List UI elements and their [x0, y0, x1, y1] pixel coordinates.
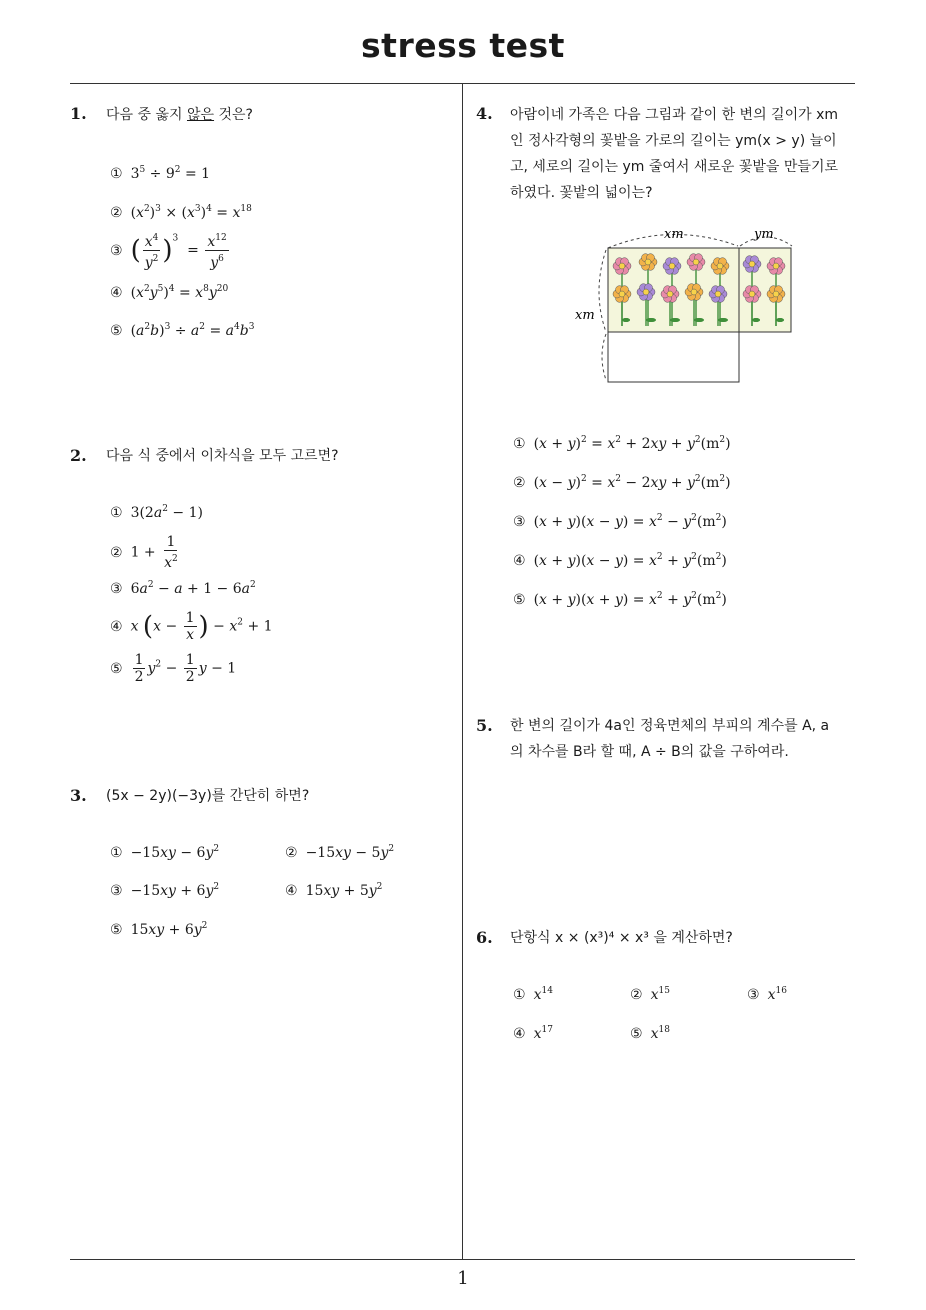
q1-text-pre: 다음 중 옳지 [106, 107, 187, 123]
flower-center [717, 263, 723, 269]
flower-leaf [646, 318, 654, 322]
flower-center [643, 289, 649, 295]
q4-line-4: 하였다. 꽃밭의 넓이는? [510, 185, 653, 201]
flower-center [645, 259, 651, 265]
q4-option-5[interactable]: ⑤ $(x + y)(x + y) = x^2 + y^2(m^2)$ [513, 591, 727, 608]
q4-line-3: 고, 세로의 길이는 ym 줄여서 새로운 꽃밭을 만들기로 [510, 159, 839, 175]
q4-number: 4. [476, 104, 493, 123]
q1-option-2[interactable]: ② $(x^2)^3 \times (x^3)^4 = x^{18}$ [110, 204, 252, 221]
q2-option-5[interactable]: ⑤ $\frac{1}{2}$ $y^2$ − $\frac{1}{2}$ y − 1 [110, 652, 237, 685]
flower-center [691, 289, 697, 295]
left-y-dimension [602, 334, 606, 380]
flower-leaf [776, 318, 784, 322]
q6-prompt: 단항식 x × (x³)⁴ × x³ 을 계산하면? [510, 930, 733, 946]
q1-option-3[interactable]: ③ ( $\frac{x^4}{y^2}$ )$^3$ = $\frac{x^{12}}{y^6}$ [110, 230, 231, 271]
q1-option-4[interactable]: ④ $(x^2y^5)^4 = x^8y^{20}$ [110, 284, 229, 301]
q2-number: 2. [70, 446, 87, 465]
flower-center [749, 261, 755, 267]
q5-line-1: 한 변의 길이가 4a인 정육면체의 부피의 계수를 A, a [510, 718, 830, 734]
left-x-dimension [599, 250, 606, 332]
q3-number: 3. [70, 786, 87, 805]
q6-option-1[interactable]: ① $x^{14}$ [513, 986, 553, 1003]
q4-line-2: 인 정사각형의 꽃밭을 가로의 길이는 ym(x > y) 늘이 [510, 133, 837, 149]
q3-prompt: (5x − 2y)(−3y)를 간단히 하면? [106, 788, 310, 804]
q6-option-3[interactable]: ③ $x^{16}$ [747, 986, 787, 1003]
q4-option-4[interactable]: ④ $(x + y)(x - y) = x^2 + y^2(m^2)$ [513, 552, 727, 569]
q5-prompt [510, 713, 860, 765]
q6-number: 6. [476, 928, 493, 947]
column-divider [462, 83, 463, 1259]
q2-option-3[interactable]: ③ $6a^2 - a + 1 - 6a^2$ [110, 580, 256, 597]
q5-number: 5. [476, 716, 493, 735]
page-number: 1 [457, 1268, 469, 1289]
q3-option-5[interactable]: ⑤ $15xy + 6y^2$ [110, 921, 208, 938]
flower-center [773, 263, 779, 269]
q2-option-2[interactable]: ② 1 + $\frac{1}{x^2}$ [110, 534, 178, 571]
q4-option-2[interactable]: ② $(x - y)^2 = x^2 - 2xy + y^2(m^2)$ [513, 474, 731, 491]
flower-leaf [622, 318, 630, 322]
q6-option-5[interactable]: ⑤ $x^{18}$ [630, 1025, 670, 1042]
q1-text-underlined: 않은 [186, 107, 215, 123]
q1-number: 1. [70, 104, 87, 123]
flower-leaf [752, 318, 760, 322]
q4-line-1: 아람이네 가족은 다음 그림과 같이 한 변의 길이가 xm [510, 107, 839, 123]
q2-prompt: 다음 식 중에서 이차식을 모두 고르면? [106, 448, 339, 464]
q3-option-2[interactable]: ② $-15xy - 5y^2$ [285, 844, 395, 861]
q3-option-4[interactable]: ④ $15xy + 5y^2$ [285, 882, 383, 899]
q3-option-1[interactable]: ① $-15xy - 6y^2$ [110, 844, 220, 861]
flower-center [715, 291, 721, 297]
flower-center [693, 259, 699, 265]
removed-strip [608, 332, 739, 382]
flower-bed-figure [572, 222, 802, 387]
q1-option-5[interactable]: ⑤ $(a^2b)^3 \div a^2 = a^4b^3$ [110, 322, 255, 339]
flower-center [667, 291, 673, 297]
flower-leaf [718, 318, 726, 322]
q5-line-2: 의 차수를 B라 할 때, A ÷ B의 값을 구하여라. [510, 744, 789, 760]
flower-center [749, 291, 755, 297]
flower-center [669, 263, 675, 269]
q4-option-3[interactable]: ③ $(x + y)(x - y) = x^2 - y^2(m^2)$ [513, 513, 727, 530]
document-title: stress test [361, 26, 565, 65]
flower-center [773, 291, 779, 297]
q1-text-post: 것은? [214, 107, 253, 123]
q1-option-1[interactable]: ① $3^5 \div 9^2 = 1$ [110, 165, 211, 182]
q1-prompt [106, 102, 253, 128]
flower-leaf [670, 318, 678, 322]
q6-option-2[interactable]: ② $x^{15}$ [630, 986, 670, 1003]
q3-option-3[interactable]: ③ $-15xy + 6y^2$ [110, 882, 220, 899]
q6-option-4[interactable]: ④ $x^{17}$ [513, 1025, 553, 1042]
q4-option-1[interactable]: ① $(x + y)^2 = x^2 + 2xy + y^2(m^2)$ [513, 435, 731, 452]
label-top-y: ym [754, 227, 774, 242]
label-top-x: xm [664, 227, 684, 242]
q2-option-4[interactable]: ④ x (x − $\frac{1}{x}$ ) − $x^2 + 1$ [110, 610, 273, 643]
q4-prompt [510, 102, 860, 206]
bottom-rule [70, 1259, 855, 1260]
flower-leaf [694, 318, 702, 322]
flower-center [619, 263, 625, 269]
label-left-x: xm [575, 308, 595, 323]
flower-center [619, 291, 625, 297]
q2-option-1[interactable]: ① $3(2a^2 - 1)$ [110, 504, 203, 521]
